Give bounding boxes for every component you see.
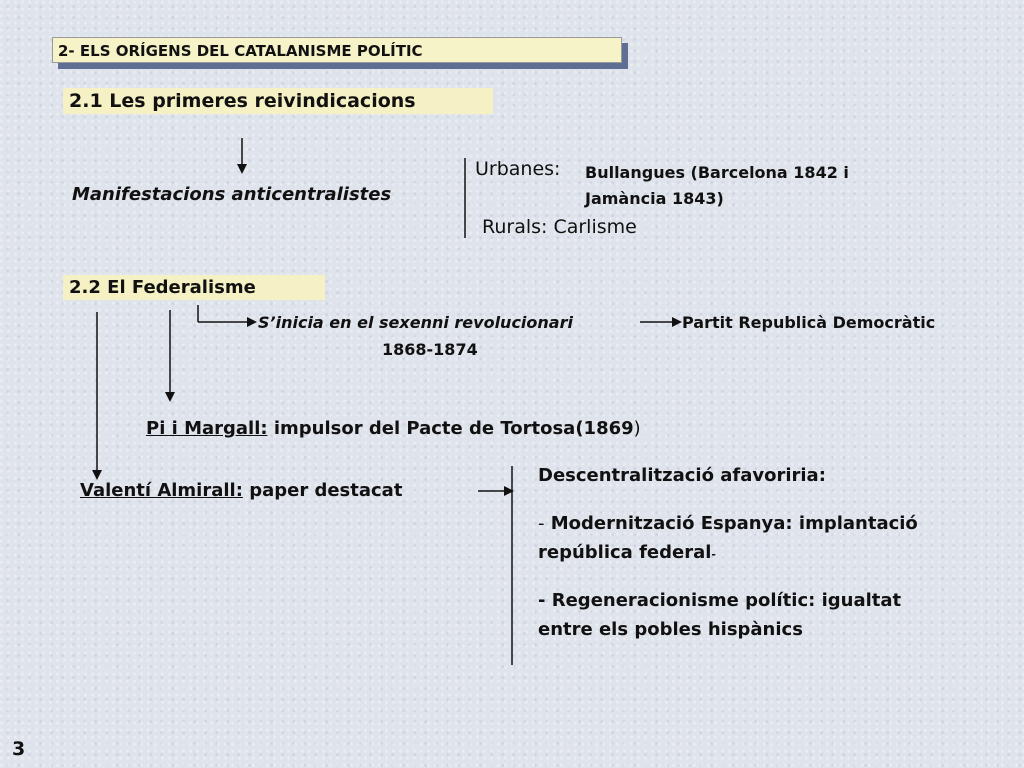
pi-margall-text: impulsor del Pacte de Tortosa(1869 bbox=[267, 418, 634, 439]
almirall-text: paper destacat bbox=[242, 480, 403, 501]
sexenni-years: 1868-1874 bbox=[382, 340, 478, 359]
item1-text: Modernització Espanya: implantació bbox=[544, 513, 918, 534]
descentralitzacio-heading: Descentralització afavoriria: bbox=[538, 465, 826, 486]
urbanes-text-line2: Jamància 1843) bbox=[585, 189, 724, 208]
item1-dash: - bbox=[538, 513, 545, 534]
item-modernitzacio-line2 bbox=[538, 542, 716, 563]
urbanes-label: Urbanes: bbox=[475, 158, 561, 180]
partit-republica-democratic: Partit Republicà Democràtic bbox=[682, 313, 936, 332]
pi-margall-line bbox=[146, 418, 641, 439]
item-modernitzacio-line1 bbox=[538, 513, 918, 534]
urbanes-text-line1: Bullangues (Barcelona 1842 i bbox=[585, 163, 849, 182]
manifestacions-anticentralistes: Manifestacions anticentralistes bbox=[72, 184, 392, 205]
almirall-name: Valentí Almirall: bbox=[80, 480, 243, 501]
item-regeneracionisme-line2: entre els pobles hispànics bbox=[538, 619, 803, 640]
section-heading-primeres-reivindicacions: 2.1 Les primeres reivindicacions bbox=[63, 88, 493, 114]
pi-margall-name: Pi i Margall: bbox=[146, 418, 268, 439]
rurals-carlisme: Rurals: Carlisme bbox=[482, 216, 637, 238]
item1-line2-text: república federal bbox=[538, 542, 712, 563]
item1-tail: - bbox=[711, 548, 716, 561]
pi-margall-paren: ) bbox=[633, 418, 641, 439]
slide-title: 2- ELS ORÍGENS DEL CATALANISME POLÍTIC bbox=[52, 37, 622, 63]
item-regeneracionisme-line1: - Regeneracionisme polític: igualtat bbox=[538, 590, 902, 611]
section-heading-federalisme: 2.2 El Federalisme bbox=[63, 275, 325, 300]
sinicia-sexenni: S’inicia en el sexenni revolucionari bbox=[258, 313, 573, 332]
page-number: 3 bbox=[12, 738, 26, 760]
almirall-line bbox=[80, 480, 402, 501]
